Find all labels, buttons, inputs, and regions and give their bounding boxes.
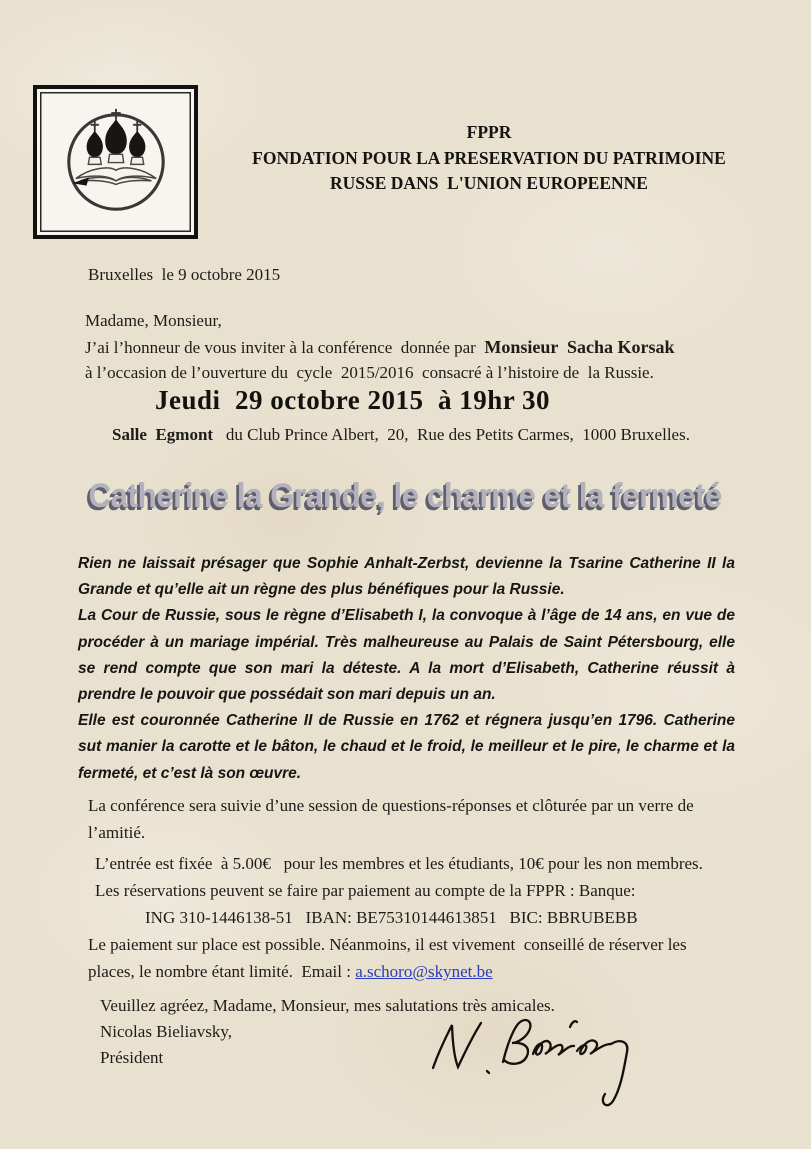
payment-line1: Le paiement sur place est possible. Néanmoins, il est vivement conseillé de réserver les [88,935,687,954]
conference-note: La conférence sera suivie d’une session de questions-réponses et clôturée par un verre de l’amitié. [88,796,694,842]
pricing-line: L’entrée est fixée à 5.00€ pour les membres et les étudiants, 10€ pour les non membres. [95,854,703,873]
invitation-line1-text: J’ai l’honneur de vous inviter à la conférence donnée par [85,338,485,357]
bank-details: ING 310-1446138-51 IBAN: BE75310144613851 BIC: BBRUBEBB [145,908,638,927]
event-datetime: Jeudi 29 octobre 2015 à 19hr 30 [155,385,551,415]
closing-line: Veuillez agréez, Madame, Monsieur, mes salutations très amicales. [100,996,555,1015]
org-header [195,120,783,197]
signer-title: Président [100,1048,164,1067]
lecture-abstract [78,551,735,787]
invitation-line1 [85,334,675,361]
reservation-line: Les réservations peuvent se faire par paiement au compte de la FPPR : Banque: [95,881,636,900]
handwritten-signature [423,1000,661,1112]
venue-line [112,422,690,448]
venue-address: du Club Prince Albert, 20, Rue des Petits Carmes, 1000 Bruxelles. [213,425,690,444]
church-domes-book-icon [57,103,175,221]
fppr-logo [33,85,198,239]
lecture-title-wrap [0,477,811,516]
payment-line2 [88,959,493,985]
abstract-paragraph: Rien ne laissait présager que Sophie Anhalt-Zerbst, devienne la Tsarine Catherine II la Grande et qu’elle ait un règne des plus bénéfiques pour la Russie. [78,555,735,599]
salutation: Madame, Monsieur, [85,311,222,330]
venue-room: Salle Egmont [112,425,214,444]
invitation-line2: à l’occasion de l’ouverture du cycle 2015/2016 consacré à l’histoire de la Russie. [85,363,654,382]
signer-name: Nicolas Bieliavsky, [100,1022,233,1041]
lecture-title: Catherine la Grande, le charme et la fermeté [88,477,723,515]
abstract-paragraph: Elle est couronnée Catherine II de Russie en 1762 et régnera jusqu’en 1796. Catherine sut manier la carotte et le bâton, le chaud et le froid, le meilleur et le pire, le charme et la fermeté, et c’est là son œuvre. [78,712,735,782]
abstract-paragraph: La Cour de Russie, sous le règne d’Elisabeth I, la convoque à l’âge de 14 ans, en vue de procéder à un mariage impérial. Très malheureuse au Palais de Saint Pétersbourg, elle se rend compte que son mari la déteste. A la mort d’Elisabeth, Catherine réussit à prendre le pouvoir que possédait son mari depuis un an. [78,607,735,704]
org-acronym: FPPR [466,122,512,142]
contact-email-link[interactable]: a.schoro@skynet.be [355,962,493,981]
org-name-line1: FONDATION POUR LA PRESERVATION DU PATRIMOINE [252,147,726,168]
payment-line2-text: places, le nombre étant limité. Email : [88,962,356,981]
org-name-line2: RUSSE DANS L'UNION EUROPEENNE [330,173,648,193]
dateline: Bruxelles le 9 octobre 2015 [88,265,281,284]
speaker-name: Monsieur Sacha Korsak [484,337,675,357]
